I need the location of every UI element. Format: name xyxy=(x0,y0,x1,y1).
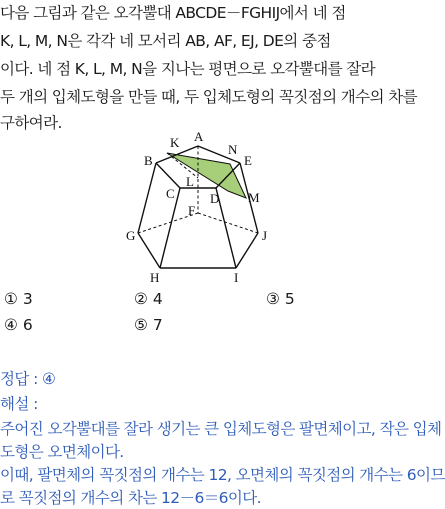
choice-1[interactable] xyxy=(4,288,33,310)
label-l: L xyxy=(186,174,194,189)
choice-3[interactable] xyxy=(266,288,295,310)
label-h: H xyxy=(150,270,160,285)
choice-1-value: 3 xyxy=(22,290,33,308)
edge-cb xyxy=(156,163,180,188)
choice-5-value: 7 xyxy=(152,316,163,334)
label-d: D xyxy=(210,191,220,206)
label-c: C xyxy=(166,186,175,201)
label-g: G xyxy=(126,228,136,243)
frustum-figure xyxy=(126,128,280,288)
label-f: F xyxy=(188,203,196,218)
edge-ij xyxy=(236,233,258,268)
choice-5-num: ⑤ xyxy=(134,316,148,334)
explanation-line-3: 이때, 팔면체의 꼭짓점의 개수는 12, 오면체의 꼭짓점의 개수는 6이므 xyxy=(0,466,445,484)
choice-3-value: 5 xyxy=(284,290,295,308)
problem-line-4: 두 개의 입체도형을 만들 때, 두 입체도형의 꼭짓점의 개수의 차를 xyxy=(0,88,417,106)
explanation-line-1: 주어진 오각뿔대를 잘라 생기는 큰 입체도형은 팔면체이고, 작은 입체 xyxy=(0,420,442,438)
edge-fj-hidden xyxy=(198,213,258,233)
choice-2[interactable] xyxy=(134,288,163,310)
problem-line-3: 이다. 네 점 K, L, M, N을 지나는 평면으로 오각뿔대를 잘라 xyxy=(0,60,376,78)
choice-4[interactable] xyxy=(4,314,33,336)
problem-line-2: K, L, M, N은 각각 네 모서리 AB, AF, EJ, DE의 중점 xyxy=(0,32,331,50)
label-b: B xyxy=(144,153,153,168)
edge-bg xyxy=(138,163,156,233)
label-i: I xyxy=(234,270,239,285)
edge-gh xyxy=(138,233,160,268)
choice-2-value: 4 xyxy=(152,290,163,308)
label-e: E xyxy=(244,153,252,168)
choice-2-num: ② xyxy=(134,290,148,308)
problem-line-1: 다음 그림과 같은 오각뿔대 ABCDE－FGHIJ에서 네 점 xyxy=(0,4,346,22)
problem-line-5: 구하여라. xyxy=(0,114,62,132)
explanation-heading: 해설 : xyxy=(0,395,38,413)
label-m: M xyxy=(248,190,260,205)
label-a: A xyxy=(194,129,204,144)
label-j: J xyxy=(262,228,268,243)
choice-1-num: ① xyxy=(4,290,18,308)
explanation-line-2: 도형은 오면체이다. xyxy=(0,443,124,461)
answer-label: 정답 : ④ xyxy=(0,370,56,388)
explanation-line-4: 로 꼭짓점의 개수의 차는 12－6＝6이다. xyxy=(0,489,261,507)
frustum-diagram xyxy=(126,128,280,288)
choice-4-num: ④ xyxy=(4,316,18,334)
choice-5[interactable] xyxy=(134,314,163,336)
choice-4-value: 6 xyxy=(22,316,33,334)
label-k: K xyxy=(170,135,180,150)
choice-3-num: ③ xyxy=(266,290,280,308)
label-n: N xyxy=(228,142,238,157)
